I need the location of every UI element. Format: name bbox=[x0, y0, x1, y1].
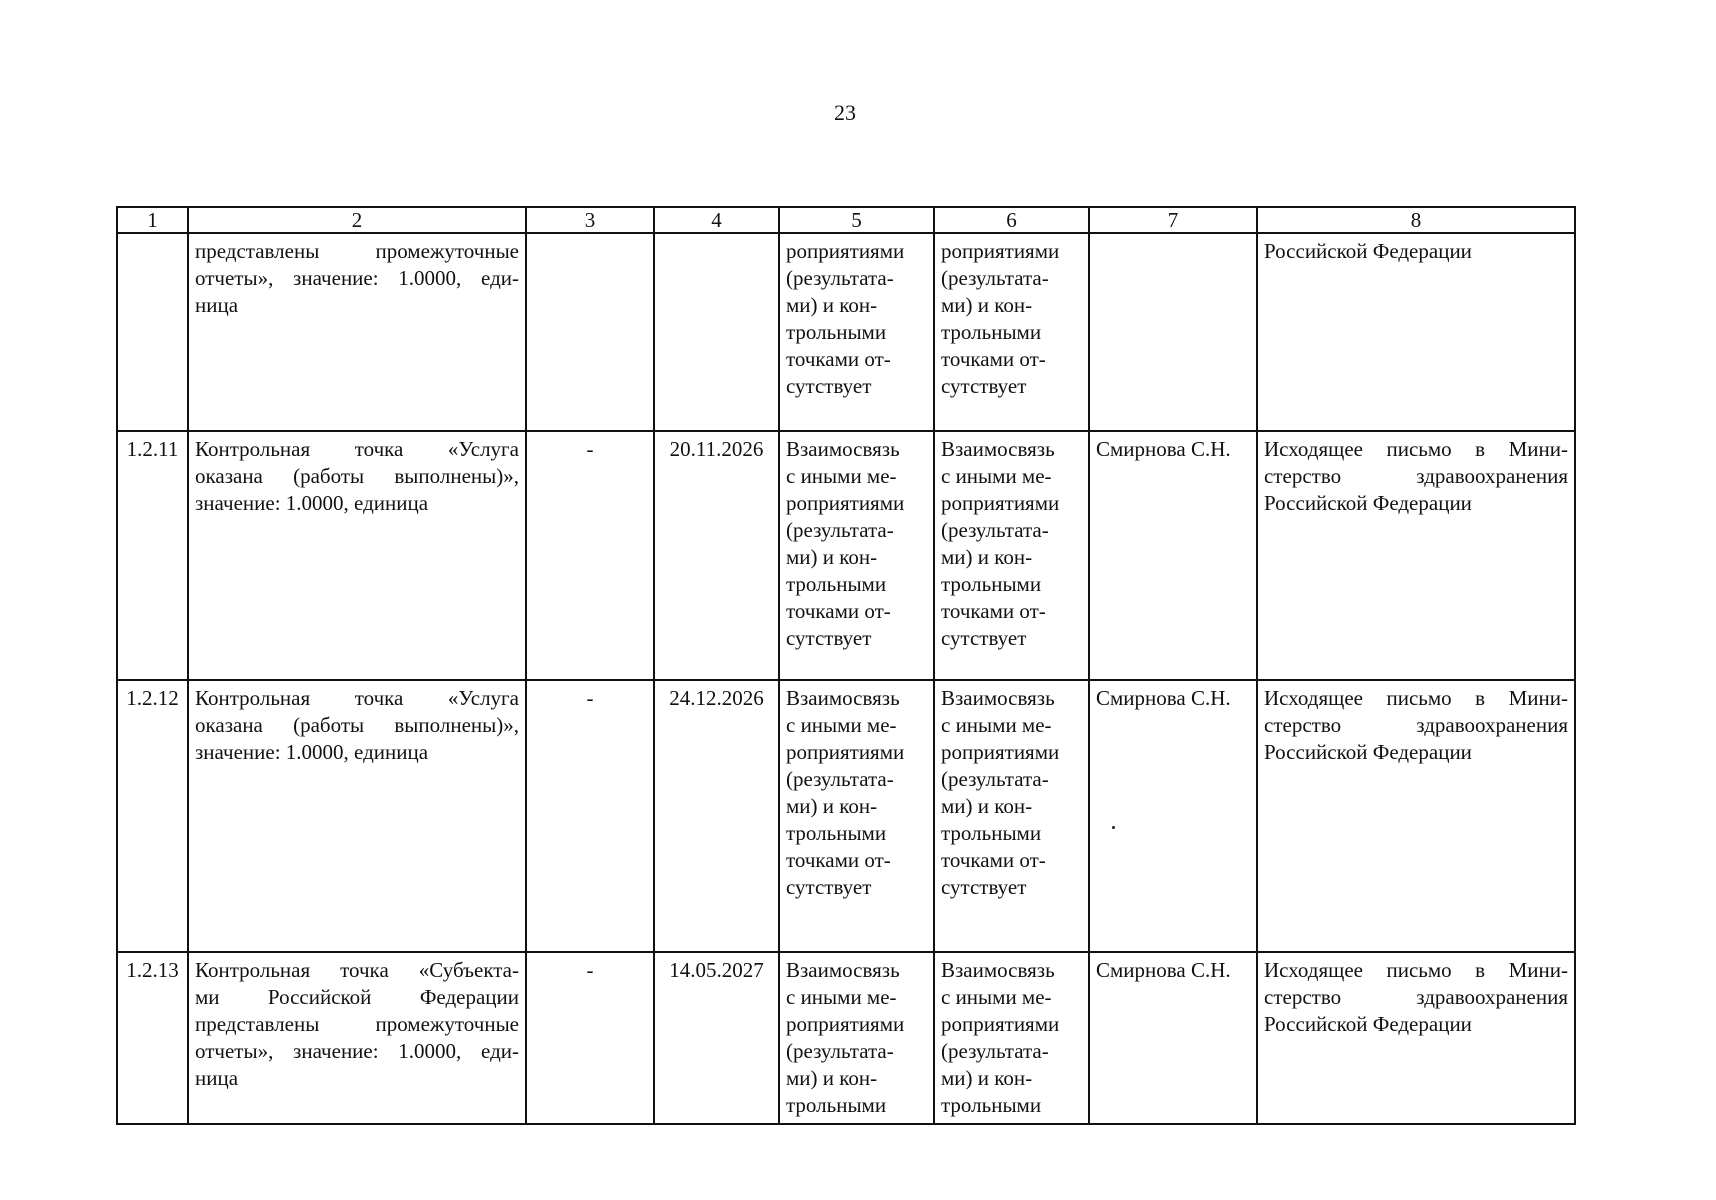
column-number-row bbox=[117, 207, 1575, 233]
table-row bbox=[117, 431, 1575, 680]
confirming-document: Исходящее письмо в Мини- стерство здравоохранения Российской Федерации bbox=[1257, 680, 1575, 952]
relationship-cell: роприятиями (результата- ми) и кон- трольными точками от- сутствует bbox=[934, 233, 1089, 431]
column-header-3: 3 bbox=[526, 207, 654, 233]
relationship-cell: Взаимосвязь с иными ме- роприятиями (результата- ми) и кон- трольными точками от- сутствует bbox=[779, 431, 934, 680]
confirming-document: Российской Федерации bbox=[1257, 233, 1575, 431]
column-header-5: 5 bbox=[779, 207, 934, 233]
confirming-document: Исходящее письмо в Мини- стерство здравоохранения Российской Федерации bbox=[1257, 952, 1575, 1124]
predecessor-cell: - bbox=[526, 680, 654, 952]
column-header-7: 7 bbox=[1089, 207, 1257, 233]
predecessor-cell: - bbox=[526, 952, 654, 1124]
row-number: 1.2.13 bbox=[117, 952, 188, 1124]
scan-speck bbox=[1112, 826, 1115, 829]
table-row bbox=[117, 233, 1575, 431]
deadline-date: 24.12.2026 bbox=[654, 680, 779, 952]
row-number: 1.2.12 bbox=[117, 680, 188, 952]
column-header-1: 1 bbox=[117, 207, 188, 233]
column-header-6: 6 bbox=[934, 207, 1089, 233]
responsible-person: Смирнова С.Н. bbox=[1089, 680, 1257, 952]
responsible-person bbox=[1089, 233, 1257, 431]
responsible-person: Смирнова С.Н. bbox=[1089, 431, 1257, 680]
relationship-cell: Взаимосвязь с иными ме- роприятиями (результата- ми) и кон- трольными bbox=[934, 952, 1089, 1124]
column-header-8: 8 bbox=[1257, 207, 1575, 233]
relationship-cell: Взаимосвязь с иными ме- роприятиями (результата- ми) и кон- трольными точками от- сутствует bbox=[934, 431, 1089, 680]
deadline-date: 20.11.2026 bbox=[654, 431, 779, 680]
relationship-cell: Взаимосвязь с иными ме- роприятиями (результата- ми) и кон- трольными bbox=[779, 952, 934, 1124]
predecessor-cell: - bbox=[526, 431, 654, 680]
predecessor-cell bbox=[526, 233, 654, 431]
row-number bbox=[117, 233, 188, 431]
control-point-name: представлены промежуточные отчеты», значение: 1.0000, еди- ница bbox=[188, 233, 526, 431]
confirming-document: Исходящее письмо в Мини- стерство здравоохранения Российской Федерации bbox=[1257, 431, 1575, 680]
relationship-cell: Взаимосвязь с иными ме- роприятиями (результата- ми) и кон- трольными точками от- сутствует bbox=[779, 680, 934, 952]
deadline-date: 14.05.2027 bbox=[654, 952, 779, 1124]
plan-table bbox=[116, 206, 1576, 1125]
control-point-name: Контрольная точка «Субъекта- ми Российской Федерации представлены промежуточные отчеты», значение: 1.0000, еди- ница bbox=[188, 952, 526, 1124]
responsible-person: Смирнова С.Н. bbox=[1089, 952, 1257, 1124]
control-point-name: Контрольная точка «Услуга оказана (работы выполнены)», значение: 1.0000, единица bbox=[188, 680, 526, 952]
table-row bbox=[117, 952, 1575, 1124]
column-header-4: 4 bbox=[654, 207, 779, 233]
deadline-date bbox=[654, 233, 779, 431]
relationship-cell: роприятиями (результата- ми) и кон- трольными точками от- сутствует bbox=[779, 233, 934, 431]
row-number: 1.2.11 bbox=[117, 431, 188, 680]
relationship-cell: Взаимосвязь с иными ме- роприятиями (результата- ми) и кон- трольными точками от- сутствует bbox=[934, 680, 1089, 952]
control-point-name: Контрольная точка «Услуга оказана (работы выполнены)», значение: 1.0000, единица bbox=[188, 431, 526, 680]
page-number: 23 bbox=[834, 100, 856, 125]
table-row bbox=[117, 680, 1575, 952]
column-header-2: 2 bbox=[188, 207, 526, 233]
